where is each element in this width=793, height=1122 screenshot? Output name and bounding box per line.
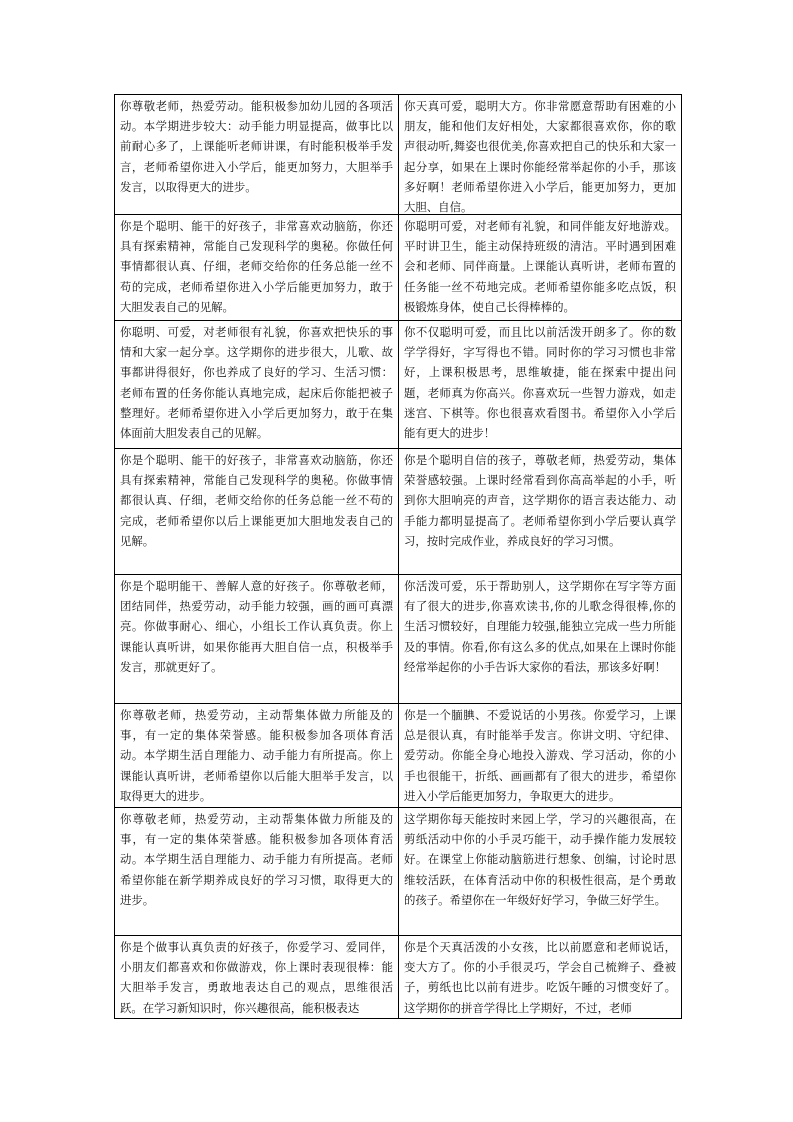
table-row	[114, 575, 682, 704]
table-row	[114, 94, 682, 215]
comment-cell-right: 你是个聪明自信的孩子，尊敬老师，热爱劳动，集体荣誉感较强。上课时经常看到你高高举起的小手，听到你大胆响亮的声音，这学期你的语言表达能力、动手能力都明显提高了。老师希望你到小学后要认真学习，按时完成作业，养成良好的学习习惯。	[398, 449, 682, 574]
comment-cell-right: 你聪明可爱，对老师有礼貌，和同伴能友好地游戏。平时讲卫生，能主动保持班级的清洁。平时遇到困难会和老师、同伴商量。上课能认真听讲，老师布置的任务能一丝不苟地完成。老师希望你能多吃点饭，积极锻炼身体，使自己长得棒棒的。	[398, 215, 682, 320]
comment-cell-left: 你是个聪明、能干的好孩子，非常喜欢动脑筋，你还具有探索精神，常能自己发现科学的奥秘。你做事情都很认真、仔细，老师交给你的任务总能一丝不苟的完成，老师希望你以后上课能更加大胆地发表自己的见解。	[114, 449, 398, 574]
comment-cell-left: 你是个聪明能干、善解人意的好孩子。你尊敬老师，团结同伴，热爱劳动，动手能力较强，画的画可真漂亮。你做事耐心、细心，小组长工作认真负责。你上课能认真听讲，如果你能再大胆自信一点，积极举手发言，那就更好了。	[114, 575, 398, 703]
comment-cell-right: 你天真可爱，聪明大方。你非常愿意帮助有困难的小朋友，能和他们友好相处，大家都很喜欢你，你的歌声很动听,舞姿也很优美,你喜欢把自己的快乐和大家一起分享，如果在上课时你能经常举起你的小手，那该多好啊！老师希望你进入小学后，能更加努力，更加大胆、自信。	[398, 95, 682, 214]
table-row	[114, 449, 682, 575]
comment-cell-right: 这学期你每天能按时来园上学，学习的兴趣很高，在剪纸活动中你的小手灵巧能干，动手操作能力发展较好。在课堂上你能动脑筋进行想象、创编，讨论时思维较活跃，在体育活动中你的积极性很高，是个勇敢的孩子。希望你在一年级好好学习，争做三好学生。	[398, 808, 682, 935]
comment-cell-left: 你尊敬老师，热爱劳动，主动帮集体做力所能及的事，有一定的集体荣誉感。能积极参加各项体育活动。本学期生活自理能力、动手能力有所提高。你上课能认真听讲，老师希望你以后能大胆举手发言，以取得更大的进步。	[114, 704, 398, 807]
table-row	[114, 704, 682, 808]
comment-cell-left: 你尊敬老师，热爱劳动。能积极参加幼儿园的各项活动。本学期进步较大：动手能力明显提高，做事比以前耐心多了，上课能听老师讲课，有时能积极举手发言，老师希望你进入小学后，能更加努力，大胆举手发言，以取得更大的进步。	[114, 95, 398, 214]
table-row	[114, 808, 682, 936]
evaluation-table	[114, 94, 682, 1019]
table-row	[114, 215, 682, 321]
comment-cell-left: 你是个做事认真负责的好孩子，你爱学习、爱同伴，小朋友们都喜欢和你做游戏，你上课时表现很棒：能大胆举手发言，勇敢地表达自己的观点，思维很活跃。在学习新知识时，你兴趣很高，能积极表达	[114, 936, 398, 1018]
comment-cell-right: 你活泼可爱，乐于帮助别人，这学期你在写字等方面有了很大的进步,你喜欢读书,你的儿歌念得很棒,你的生活习惯较好，自理能力较强,能独立完成一些力所能及的事情。你看,你有这么多的优点,如果在上课时你能经常举起你的小手告诉大家你的看法，那该多好啊！	[398, 575, 682, 703]
comment-cell-right: 你是一个腼腆、不爱说话的小男孩。你爱学习，上课总是很认真，有时能举手发言。你讲文明、守纪律、爱劳动。你能全身心地投入游戏、学习活动，你的小手也很能干，折纸、画画都有了很大的进步，希望你进入小学后能更加努力，争取更大的进步。	[398, 704, 682, 807]
comment-cell-right: 你是个天真活泼的小女孩，比以前愿意和老师说话，变大方了。你的小手很灵巧，学会自己梳辫子、叠被子，剪纸也比以前有进步。吃饭午睡的习惯变好了。这学期你的拼音学得比上学期好，不过，老师	[398, 936, 682, 1018]
comment-cell-left: 你是个聪明、能干的好孩子，非常喜欢动脑筋，你还具有探索精神，常能自己发现科学的奥秘。你做任何事情都很认真、仔细，老师交给你的任务总能一丝不苟的完成，老师希望你进入小学后能更加努力，敢于大胆发表自己的见解。	[114, 215, 398, 320]
comment-cell-right: 你不仅聪明可爱，而且比以前活泼开朗多了。你的数学学得好，字写得也不错。同时你的学习习惯也非常好，上课积极思考，思维敏捷，能在探索中提出问题，老师真为你高兴。你喜欢玩一些智力游戏，如走迷宫、下棋等。你也很喜欢看图书。希望你入小学后能有更大的进步！	[398, 321, 682, 448]
comment-cell-left: 你尊敬老师，热爱劳动，主动帮集体做力所能及的事，有一定的集体荣誉感。能积极参加各项体育活动。本学期生活自理能力、动手能力有所提高。老师希望你能在新学期养成良好的学习习惯，取得更大的进步。	[114, 808, 398, 935]
comment-cell-left: 你聪明、可爱，对老师很有礼貌，你喜欢把快乐的事情和大家一起分享。这学期你的进步很大，儿歌、故事都讲得很好，你也养成了良好的学习、生活习惯：老师布置的任务你能认真地完成，起床后你能把被子整理好。老师希望你进入小学后更加努力，敢于在集体面前大胆发表自己的见解。	[114, 321, 398, 448]
table-row	[114, 936, 682, 1019]
table-row	[114, 321, 682, 449]
